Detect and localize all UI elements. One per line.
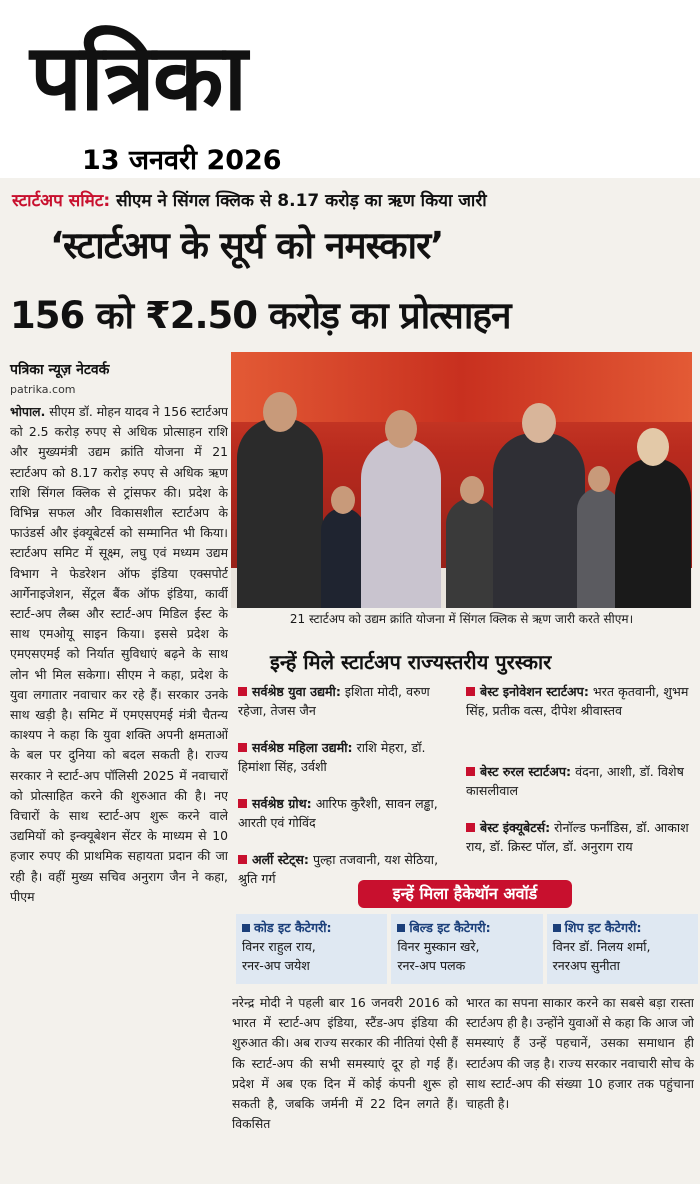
hackathon-category-label: शिप इट कैटेगरी: [564,920,642,935]
article-column-middle: नरेन्द्र मोदी ने पहली बार 16 जनवरी 2016 को भारत में स्टार्ट-अप इंडिया, स्टैंड-अप इंडिया की शुरुआत की। अब राज्य सरकार की नीतियां ऐसी हैं कि स्टार्ट-अप की सभी समस्याएं दूर हो गई हैं। प्रदेश में अब एक दिन में कोई कंपनी शुरू हो सकती है, जबकि जर्मनी में 22 दिन लगते हैं। विकसित [232,995,458,1132]
hackathon-runner-up: रनरअप सुनीता [552,958,620,973]
square-bullet-icon [466,767,475,776]
awards-column-b [466,682,694,864]
photo-person [321,508,365,608]
photo-person [446,498,498,608]
edition-date: 13 जनवरी 2026 [82,145,282,176]
hackathon-box [391,914,542,984]
award-item [238,738,460,786]
award-item [466,682,694,754]
photo-person [237,418,323,608]
awards-column-a [238,682,460,896]
award-category: बेस्ट इनोवेशन स्टार्टअप: [480,684,589,699]
photo-person [493,433,585,608]
square-bullet-icon [553,924,561,932]
hackathon-runner-up: रनर-अप जयेश [242,958,310,973]
photo-caption: 21 स्टार्टअप को उद्यम क्रांति योजना में सिंगल क्लिक से ऋण जारी करते सीएम। [289,612,634,626]
headline-secondary: 156 को ₹2.50 करोड़ का प्रोत्साहन [10,294,511,337]
hackathon-winner: विनर डॉ. निलय शर्मा, [552,939,651,954]
hackathon-category [397,918,536,937]
award-category: अर्ली स्टेट्स: [252,852,309,867]
award-winners: आरिफ कुरैशी, सावन लड्ढा, आरती एवं गोविंद [238,796,438,830]
article-column-left [10,402,228,1172]
article-column-right: भारत का सपना साकार करने का सबसे बड़ा रास्ता स्टार्टअप ही है। उन्होंने युवाओं से कहा कि आज जो समस्याएं हैं उन्हें पहचानें, उसका समाधान ही स्टार्टअप की जड़ है। राज्य सरकार नवाचारी सोच के साथ स्टार्ट-अप की संख्या 10 हजार तक पहुंचाना चाहती है। [466,995,694,1112]
dateline: भोपाल. [10,404,46,419]
byline: पत्रिका न्यूज़ नेटवर्क [10,362,110,378]
award-winners: वंदना, आशी, डॉ. विशेष कासलीवाल [466,764,684,798]
masthead-logo: पत्रिका [30,23,246,131]
hackathon-category-label: कोड इट कैटेगरी: [254,920,332,935]
hackathon-winner: विनर मुस्कान खरे, [397,939,480,954]
square-bullet-icon [238,687,247,696]
photo-person [361,438,441,608]
source-link[interactable]: patrika.com [10,383,76,396]
square-bullet-icon [238,799,247,808]
hackathon-category-label: बिल्ड इट कैटेगरी: [409,920,491,935]
kicker-text: सीएम ने सिंगल क्लिक से 8.17 करोड़ का ऋण किया जारी [110,191,487,211]
award-item [238,682,460,730]
hackathon-box [547,914,698,984]
hackathon-awards [236,914,698,984]
hackathon-winner: विनर राहुल राय, [242,939,316,954]
hackathon-box [236,914,387,984]
award-category: सर्वश्रेष्ठ युवा उद्यमी: [252,684,341,699]
award-item [466,762,694,810]
headline-primary: ‘स्टार्टअप के सूर्य को नमस्कार’ [50,224,444,267]
left-column-text: सीएम डॉ. मोहन यादव ने 156 स्टार्टअप को 2.5 करोड़ रुपए से अधिक प्रोत्साहन राशि और मुख्यमंत्री उद्यम क्रांति योजना में 21 स्टार्टअप को 8.17 करोड़ रुपए से अधिक ऋण राशि सिंगल क्लिक से ट्रांसफर की। प्रदेश के विभिन्न सफल और विकासशील स्टार्टअप के फाउंडर्स और इंक्यूबेटर्स को सम्मानित भी किया। स्टार्टअप समिट में सूक्ष्म, लघु एवं मध्यम उद्यम विभाग ने फेडरेशन ऑफ इंडिया एक्सपोर्ट आर्गेनाइजेशन, सेंट्रल बैंक ऑफ इंडिया, कार्वी स्टार्ट-अप लैब्स और स्टार्ट-अप मिडिल ईस्ट के साथ एमओयू साइन किया। इससे प्रदेश के एमएसएमई को निर्यात सुविधाएं बढ़ने के साथ लोन भी मिल सकेगा। सीएम ने कहा, प्रदेश के युवा लगातार नवाचार कर रहे हैं। सरकार उनके साथ खड़ी है। समिट में एमएसएमई मंत्री चैतन्य काश्यप ने कहा कि युवा शक्ति अपनी क्षमताओं के बल पर दुनिया को बदल सकती है। राज्य सरकार ने स्टार्ट-अप पॉलिसी 2025 में नवाचारों को प्रोत्साहित करने की शुरुआत की है। नए विचारों के साथ स्टार्ट-अप शुरू करने वाले उद्यमियों को इन्क्यूबेशन सेंटर के माध्यम से 10 हजार रुपए की प्राथमिक सहायता प्रदान की जा रही है। वहीं मुख्य सचिव अनुराग जैन ने कहा, पीएम [10,404,228,904]
square-bullet-icon [242,924,250,932]
award-category: बेस्ट इंक्यूबेटर्स: [480,820,551,835]
photo-person [615,458,691,608]
hackathon-runner-up: रनर-अप पलक [397,958,466,973]
awards-heading: इन्हें मिले स्टार्टअप राज्यस्तरीय पुरस्कार [270,650,552,674]
article-kicker [12,188,487,211]
square-bullet-icon [397,924,405,932]
square-bullet-icon [238,855,247,864]
award-winners: इशिता मोदी, वरुण रहेजा, तेजस जैन [238,684,430,718]
stage-backdrop [231,352,692,422]
square-bullet-icon [466,687,475,696]
award-item [238,794,460,842]
award-winners: राशि मेहरा, डॉ. हिमांशा सिंह, उर्वशी [238,740,426,774]
square-bullet-icon [466,823,475,832]
kicker-tag: स्टार्टअप समिट: [12,191,111,211]
award-category: सर्वश्रेष्ठ ग्रोथ: [252,796,312,811]
square-bullet-icon [238,743,247,752]
award-category: सर्वश्रेष्ठ महिला उद्यमी: [252,740,353,755]
award-winners: रोनॉल्ड फर्नांडिस, डॉ. आकाश राय, डॉ. क्रिस्ट पॉल, डॉ. अनुराग राय [466,820,689,854]
award-category: बेस्ट रुरल स्टार्टअप: [480,764,572,779]
award-winners: पुल्हा तजवानी, यश सेठिया, श्रुति गर्ग [238,852,439,886]
award-winners: भरत कृतवानी, शुभम सिंह, प्रतीक वत्स, दीपेश श्रीवास्तव [466,684,689,718]
hackathon-category [553,918,692,937]
hackathon-banner: इन्हें मिला हैकेथॉन अवॉर्ड [358,880,572,908]
award-item [466,818,694,856]
hackathon-category [242,918,381,937]
event-photo [231,352,692,608]
